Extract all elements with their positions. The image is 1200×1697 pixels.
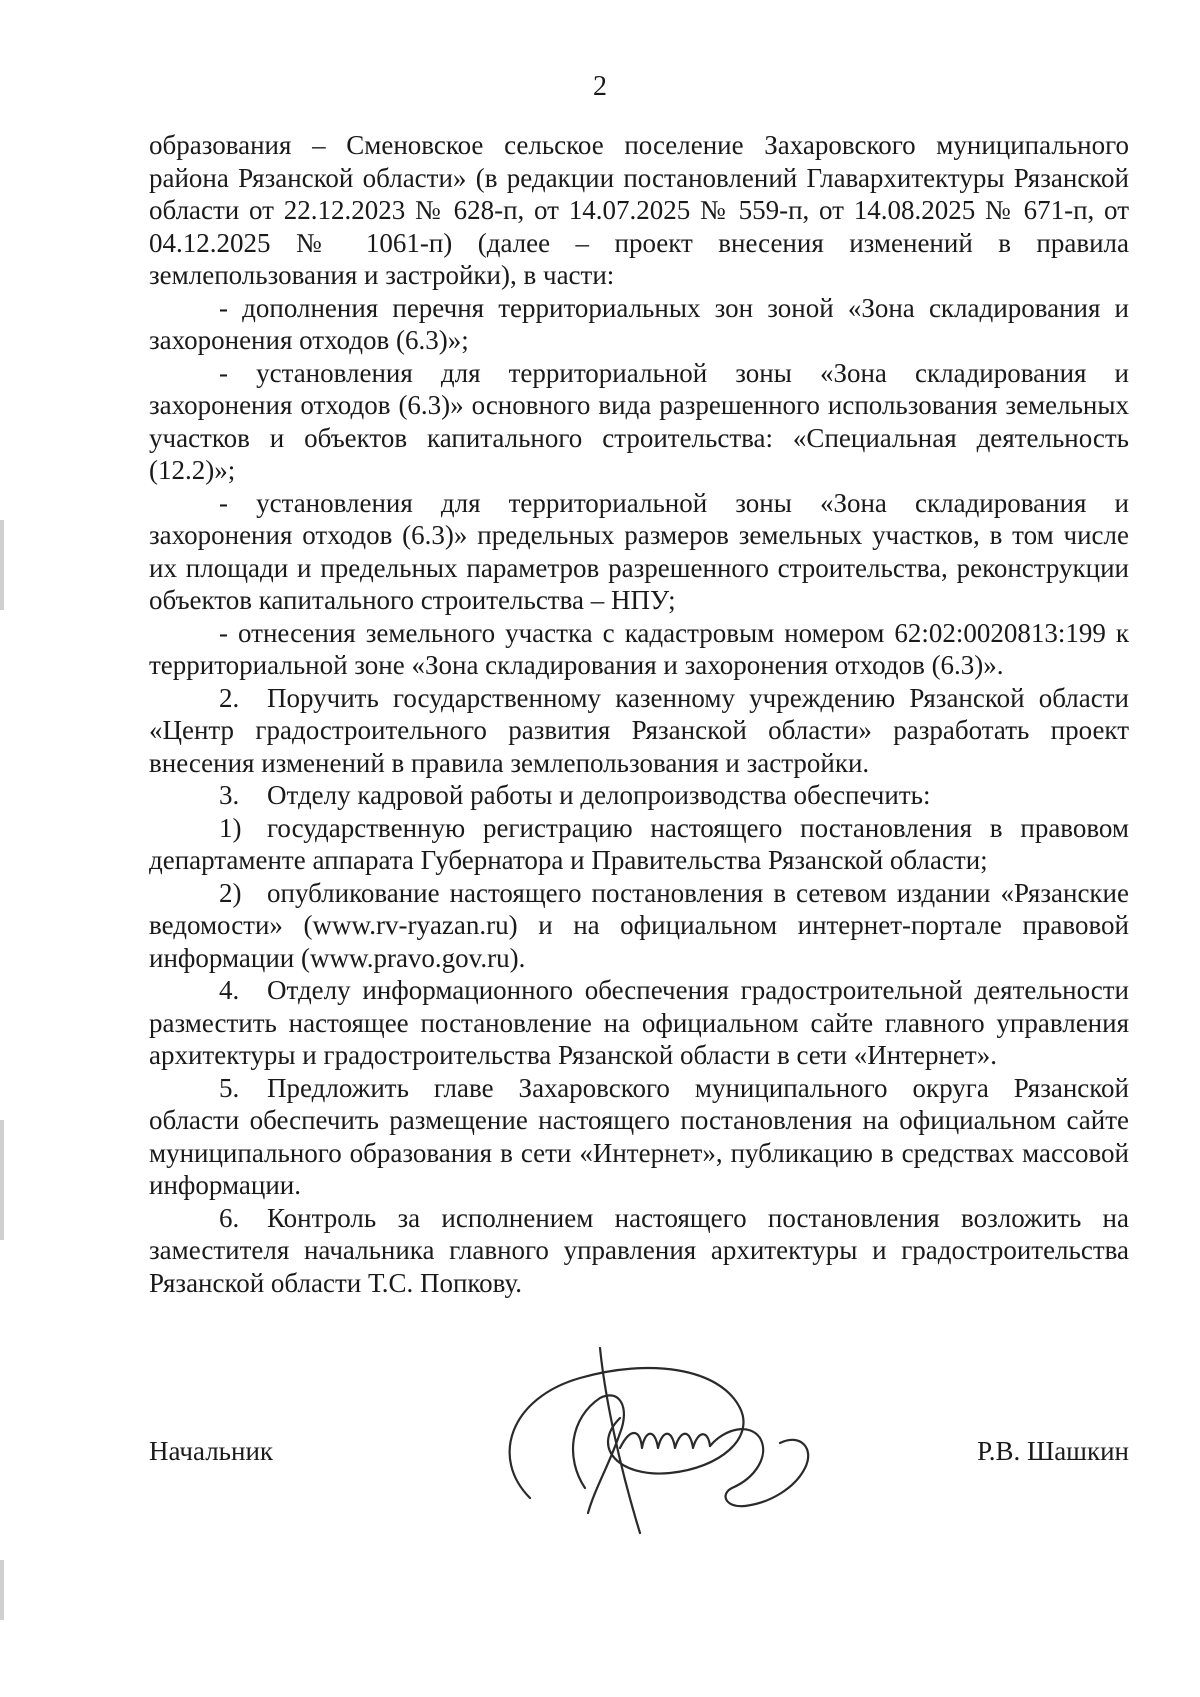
signer-position: Начальник	[149, 1436, 274, 1466]
paragraph-item: - отнесения земельного участка с кадастровым номером 62:02:0020813:199 к территориальной зоне «Зона складирования и захоронения отходов (6.3)».	[149, 617, 1129, 680]
paragraph-number: 1)	[219, 812, 242, 843]
paragraph-numbered: 5. Предложить главе Захаровского муниципального округа Рязанской области обеспечить размещение настоящего постановления на официальном сайте муниципального образования в сети «Интернет», публикацию в средствах массовой информации.	[149, 1072, 1129, 1200]
document-body	[149, 129, 1129, 1299]
paragraph-number: 5.	[219, 1072, 240, 1103]
paragraph-number: 6.	[219, 1202, 240, 1233]
handwritten-signature-icon	[470, 1338, 850, 1538]
paragraph-number: 3.	[219, 780, 240, 810]
paragraph-numbered: 3. Отделу кадровой работы и делопроизводства обеспечить:	[219, 780, 931, 810]
paragraph-numbered: 6. Контроль за исполнением настоящего постановления возложить на заместителя начальника главного управления архитектуры и градостроительства Рязанской области Т.С. Попкову.	[149, 1202, 1129, 1298]
paragraph-numbered: 2) опубликование настоящего постановления в сетевом издании «Рязанские ведомости» (www.rv-ryazan.ru) и на официальном интернет-портале правовой информации (www.pravo.gov.ru).	[149, 877, 1129, 973]
paragraph-continuation: образования – Сменовское сельское поселение Захаровского муниципального района Рязанской области» (в редакции постановлений Главархитектуры Рязанской области от 22.12.2023 № 628-п, от 14.07.2025 № 559-п, от 14.08.2025 № 671-п, от 04.12.2025 № 1061-п) (далее – проект внесения изменений в правила землепользования и застройки), в части:	[149, 130, 1129, 290]
paragraph-number: 2.	[219, 682, 240, 713]
scan-edge-mark	[0, 520, 4, 610]
paragraph-number: 4.	[219, 975, 240, 1005]
paragraph-item: - установления для территориальной зоны «Зона складирования и захоронения отходов (6.3)» основного вида разрешенного использования земельных участков и объектов капитального строительства: «Специальная деятельность (12.2)»;	[149, 357, 1129, 485]
scan-edge-mark	[0, 1120, 4, 1240]
paragraph-item: - установления для территориальной зоны «Зона складирования и захоронения отходов (6.3)» предельных размеров земельных участков, в том числе их площади и предельных параметров разрешенного строительства, реконструкции объектов капитального строительства – НПУ;	[149, 487, 1129, 615]
paragraph-numbered: 4. Отделу информационного обеспечения градостроительной деятельности разместить настоящее постановление на официальном сайте главного управления архитектуры и градостроительства Рязанской области в сети «Интернет».	[149, 975, 1129, 1070]
paragraph-numbered: 2. Поручить государственному казенному учреждению Рязанской области «Центр градостроительного развития Рязанской области» разработать проект внесения изменений в правила землепользования и застройки.	[149, 682, 1129, 778]
scan-edge-mark	[0, 1560, 4, 1620]
signer-name: Р.В. Шашкин	[977, 1436, 1129, 1466]
paragraph-numbered: 1) государственную регистрацию настоящего постановления в правовом департаменте аппарата Губернатора и Правительства Рязанской области;	[149, 812, 1129, 875]
page-number: 2	[593, 71, 607, 102]
paragraph-item: - дополнения перечня территориальных зон зоной «Зона складирования и захоронения отходов (6.3)»;	[149, 292, 1129, 355]
paragraph-number: 2)	[219, 877, 242, 908]
